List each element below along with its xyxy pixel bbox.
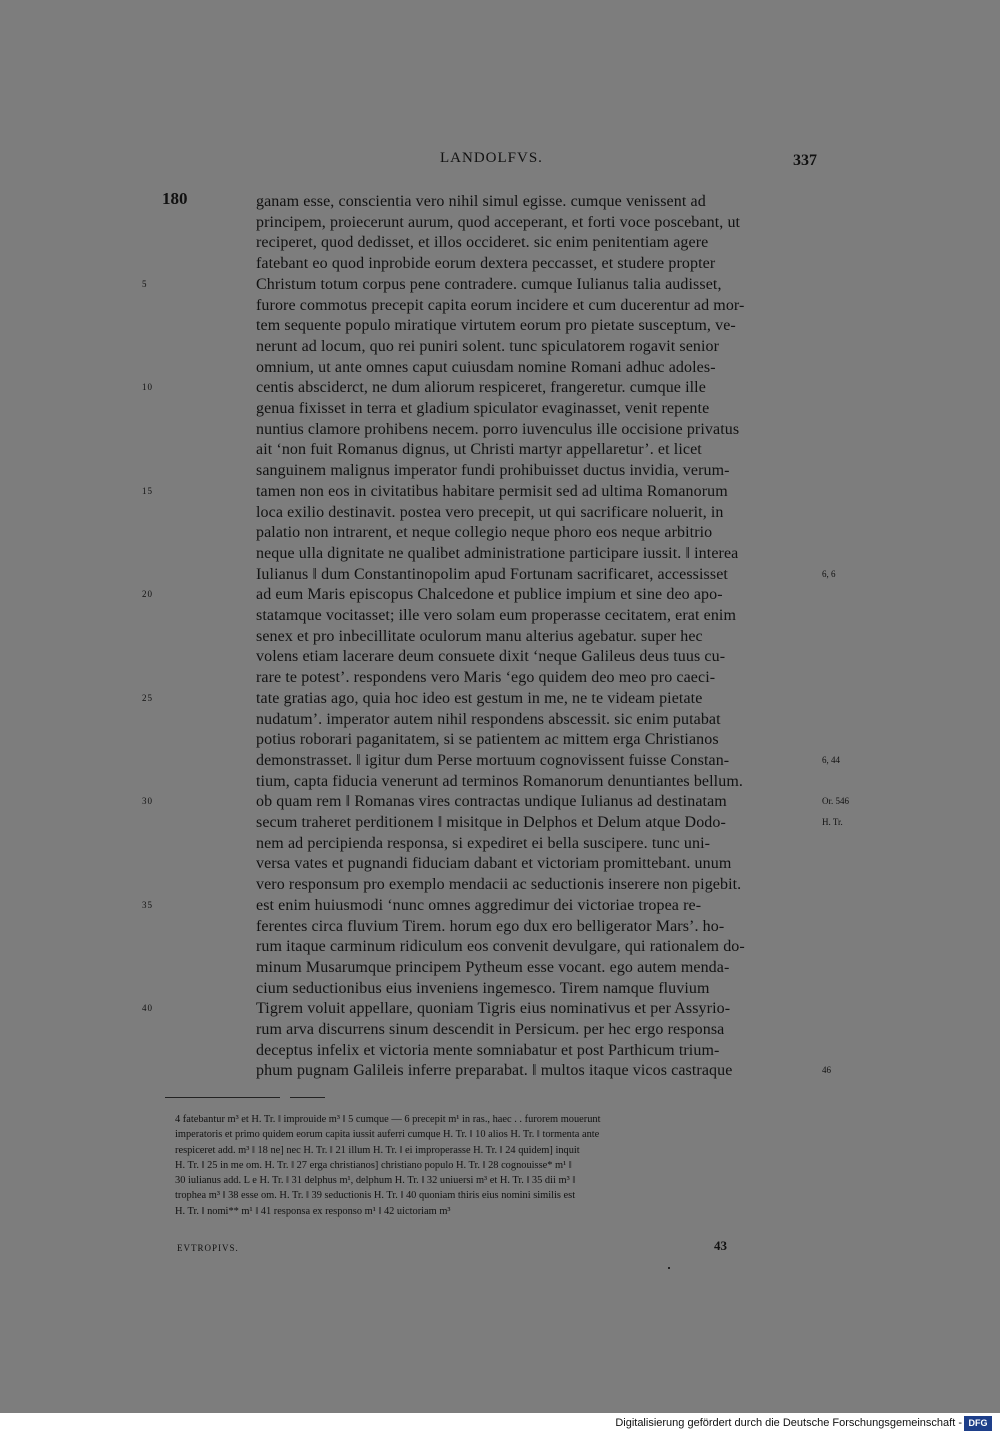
text-line: reciperet, quod dedisset, et illos occideret. sic enim penitentiam agere (256, 234, 709, 252)
text-line: est enim huiusmodi ‘nunc omnes aggredimur dei victoriae tropea re- (256, 896, 702, 914)
text-line: loca exilio destinavit. postea vero precepit, ut qui sacrificare noluerit, in (256, 503, 724, 521)
text-line: ob quam rem ‖ Romanas vires contractas undique Iulianus ad destinatam (256, 793, 727, 811)
text-line: cium seductionibus eius inveniens ingemesco. Tirem namque fluvium (256, 979, 710, 997)
margin-note: 6, 6 (822, 568, 836, 579)
line-number: 20 (142, 589, 153, 600)
text-line: minum Musarumque principem Pytheum esse vocant. ego autem menda- (256, 958, 730, 976)
apparatus-line: imperatoris et primo quidem eorum capita iussit auferri cumque H. Tr. ‖ 10 alios H. Tr. ‖ tormenta ante (175, 1129, 600, 1141)
apparatus-line: H. Tr. ‖ nomi** m¹ ‖ 41 responsa ex responso m¹ ‖ 42 uictoriam m³ (175, 1205, 451, 1217)
text-line: ad eum Maris episcopus Chalcedone et publice impium et sine deo apo- (256, 586, 723, 604)
margin-note: H. Tr. (822, 817, 843, 827)
printer-signature: EVTROPIVS. (177, 1243, 239, 1253)
apparatus-line: 30 iulianus add. L e H. Tr. ‖ 31 delphus m¹, delphum H. Tr. ‖ 32 uniuersi m³ et H. Tr. ‖ 35 dii m³ ‖ (175, 1175, 576, 1187)
line-number: 30 (142, 796, 153, 807)
text-line: fatebant eo quod inprobide eorum dextera peccasset, et studere propter (256, 255, 716, 273)
text-line: secum traheret perditionem ‖ misitque in Delphos et Delum atque Dodo- (256, 814, 726, 831)
text-line: nuntius clamore prohibens necem. porro iuvenculus ille occisione privatus (256, 420, 740, 438)
text-line: centis absciderct, ne dum aliorum respiceret, frangeretur. cumque ille (256, 379, 706, 397)
text-line: neque ulla dignitate ne qualibet administratione participare iussit. ‖ interea (256, 544, 739, 562)
text-line: Tigrem voluit appellare, quoniam Tigris eius nominativus et per Assyrio- (256, 1000, 731, 1018)
text-line: Iulianus ‖ dum Constantinopolim apud Fortunam sacrificaret, accessisset (256, 565, 728, 583)
text-line: palatio non intrarent, et neque collegio neque phoro eos neque arbitrio (256, 524, 713, 542)
text-line: rum itaque carminum ridiculum eos convenit devulgare, qui rationalem do- (256, 938, 745, 956)
text-line: demonstrasset. ‖ igitur dum Perse mortuum cognovissent fuisse Constan- (256, 751, 730, 769)
text-line: statamque vocitasset; ille vero solam eum properasse cecitatem, erat enim (256, 607, 737, 624)
text-line: Christum totum corpus pene contradere. cumque Iulianus talia audisset, (256, 275, 722, 293)
text-line: tium, capta fiducia venerunt ad terminos Romanorum denuntiantes bellum. (256, 772, 743, 790)
margin-note: 6, 44 (822, 754, 840, 765)
text-line: rum arva discurrens sinum descendit in Persicum. per hec ergo responsa (256, 1021, 725, 1038)
page-number: 337 (793, 152, 817, 169)
apparatus-line: trophea m³ ‖ 38 esse om. H. Tr. ‖ 39 seductionis H. Tr. ‖ 40 quoniam thiris eius nomini similis est (175, 1190, 576, 1202)
margin-note: Or. 546 (822, 796, 849, 807)
apparatus-line: 4 fatebantur m³ et H. Tr. ‖ improuide m³ ‖ 5 cumque — 6 precepit m¹ in ras., haec . . furorem mouerunt (175, 1114, 601, 1125)
line-number: 10 (142, 382, 153, 393)
text-line: ferentes circa fluvium Tirem. horum ego dux ero belligerator Mars’. ho- (256, 917, 725, 935)
line-number: 35 (142, 899, 153, 910)
text-line: phum pugnam Galileis inferre preparabat. ‖ multos itaque vicos castraque (256, 1062, 733, 1080)
running-header-title: LANDOLFVS. (440, 150, 543, 166)
text-line: genua fixisset in terra et gladium spiculator evaginasset, venit repente (256, 400, 710, 417)
speck (668, 1267, 670, 1269)
text-line: nem ad percipienda responsa, si expediret ei bella suscipere. tunc uni- (256, 834, 711, 852)
text-line: senex et pro inbecillitate oculorum manu alterius agebatur. super hec (256, 627, 703, 645)
text-line: volens etiam lacerare deum consuete dixit ‘neque Galileus deus tuus cu- (256, 648, 726, 666)
text-line: principem, proiecerunt aurum, quod acceperant, et forti voce poscebant, ut (256, 213, 741, 231)
text-line: omnium, ut ante omnes caput cuiusdam nomine Romani adhuc adoles- (256, 358, 716, 376)
text-line: rare te potest’. respondens vero Maris ‘ego quidem deo meo pro caeci- (256, 669, 716, 687)
text-line: tate gratias ago, quia hoc ideo est gestum in me, ne te videam pietate (256, 689, 703, 707)
text-line: furore commotus precepit capita eorum incidere et cum ducerentur ad mor- (256, 296, 745, 314)
text-line: deceptus infelix et victoria mente somniabatur et post Parthicum trium- (256, 1041, 720, 1059)
sheet-number: 43 (714, 1238, 727, 1253)
section-number: 180 (162, 189, 188, 208)
line-number: 25 (142, 692, 153, 703)
apparatus-line: H. Tr. ‖ 25 in me om. H. Tr. ‖ 27 erga christianos] christiano populo H. Tr. ‖ 28 cognouisse* m¹ ‖ (175, 1159, 572, 1171)
text-line: ait ‘non fuit Romanus dignus, ut Christi martyr appellaretur’. et licet (256, 441, 702, 459)
dfg-logo[interactable]: DFG (964, 1416, 992, 1431)
line-number: 5 (142, 278, 148, 289)
text-line: tem sequente populo miratique virtutem eorum pro pietate susceptum, ve- (256, 317, 736, 335)
footer-bar (0, 1413, 1000, 1434)
apparatus-line: respiceret add. m³ ‖ 18 ne] nec H. Tr. ‖ 21 illum H. Tr. ‖ ei improperasse H. Tr. ‖ 24 quidem] inquit (175, 1144, 580, 1156)
line-number: 15 (142, 485, 153, 496)
critical-apparatus (175, 1112, 601, 1219)
margin-note: 46 (822, 1065, 831, 1076)
footnote-rule (165, 1097, 280, 1098)
text-line: sanguinem malignus imperator fundi prohibuisset ductus invidia, verum- (256, 462, 730, 480)
line-number: 40 (142, 1003, 153, 1014)
text-line: versa vates et pugnandi fiduciam dabant et victoriam promittebant. unum (256, 855, 732, 873)
footnote-rule-short (290, 1097, 325, 1098)
funding-notice[interactable]: Digitalisierung gefördert durch die Deutsche Forschungsgemeinschaft - (615, 1417, 962, 1429)
text-line: nerunt ad locum, quo rei puniri solent. tunc spiculatorem rogavit senior (256, 337, 720, 355)
text-line: nudatum’. imperator autem nihil respondens abscessit. sic enim putabat (256, 710, 721, 728)
text-line: potius roborari paganitatem, si se patientem ac mittem erga Christianos (256, 731, 719, 749)
text-line: ganam esse, conscientia vero nihil simul egisse. cumque venissent ad (256, 193, 706, 210)
text-line: vero responsum pro exemplo mendacii ac seductionis inserere non pigebit. (256, 876, 742, 894)
text-line: tamen non eos in civitatibus habitare permisit sed ad ultima Romanorum (256, 482, 728, 500)
